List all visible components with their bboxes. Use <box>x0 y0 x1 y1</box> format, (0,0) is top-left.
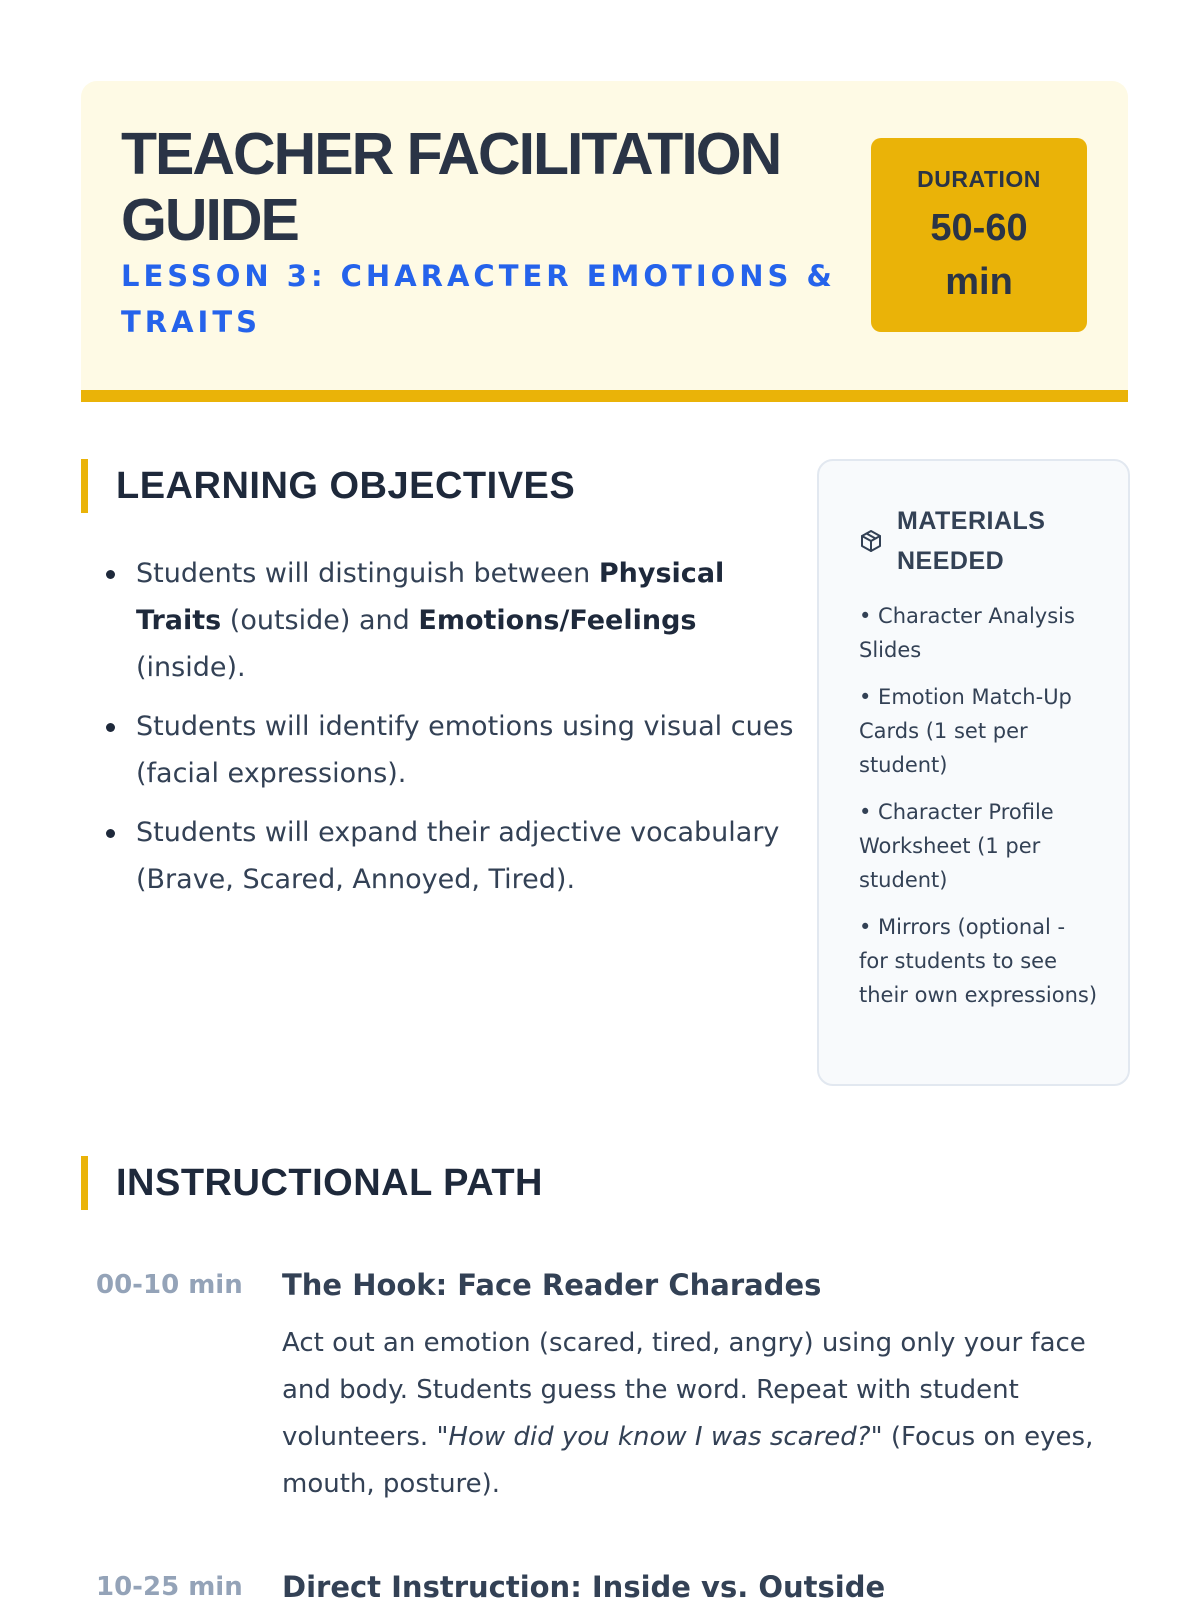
objective-item: Students will identify emotions using visual cues (facial expressions). <box>136 703 796 797</box>
duration-badge <box>871 138 1087 332</box>
step-time: 00-10 min <box>96 1270 243 1300</box>
header-banner <box>81 81 1128 402</box>
material-item: • Emotion Match-Up Cards (1 set per student) <box>859 685 1072 777</box>
step-title: Direct Instruction: Inside vs. Outside <box>282 1570 886 1604</box>
materials-list <box>859 599 1099 1025</box>
material-item: • Character Profile Worksheet (1 per student) <box>859 800 1054 892</box>
material-item: • Mirrors (optional - for students to see their own expressions) <box>859 915 1098 1007</box>
step-time: 10-25 min <box>96 1572 243 1602</box>
step-title: The Hook: Face Reader Charades <box>282 1268 822 1302</box>
materials-heading: MATERIALS NEEDED <box>897 507 1046 575</box>
objectives-heading: LEARNING OBJECTIVES <box>81 459 575 513</box>
lesson-subtitle: LESSON 3: CHARACTER EMOTIONS & TRAITS <box>121 259 836 339</box>
page-title: TEACHER FACILITATION GUIDE <box>121 121 781 253</box>
objectives-list <box>100 550 796 915</box>
path-heading: INSTRUCTIONAL PATH <box>81 1156 543 1210</box>
material-item: • Character Analysis Slides <box>859 604 1075 662</box>
step-description: Act out an emotion (scared, tired, angry) using only your face and body. Students guess the word. Repeat with student volunteers. "How did you know I was scared?" (Focus on eyes, mouth, posture). <box>282 1328 1094 1499</box>
duration-value: 50-60 min <box>930 207 1028 303</box>
materials-panel <box>817 459 1130 1086</box>
objective-item: Students will expand their adjective vocabulary (Brave, Scared, Annoyed, Tired). <box>136 809 796 903</box>
objective-item: Students will distinguish between Physical Traits (outside) and Emotions/Feelings (inside). <box>136 550 796 691</box>
header-accent-bar <box>81 390 1128 402</box>
duration-label: DURATION <box>917 166 1041 192</box>
package-icon <box>859 529 883 553</box>
